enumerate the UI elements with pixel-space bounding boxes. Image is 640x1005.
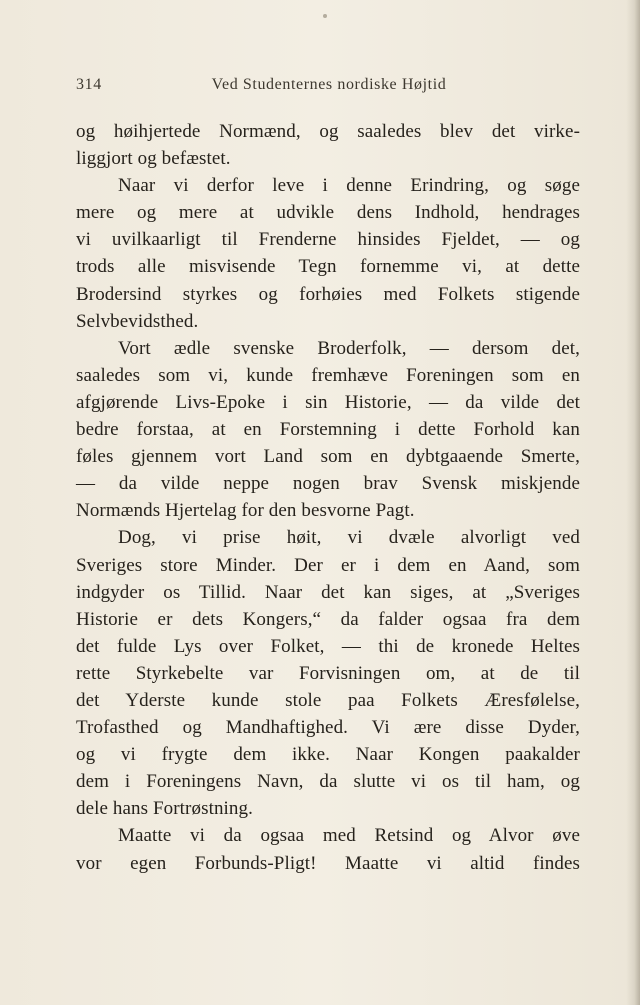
text-line: og høihjertede Normænd, og saaledes blev det virke- bbox=[76, 121, 580, 142]
text-line: rette Styrkebelte var Forvisningen om, at de til bbox=[76, 662, 580, 684]
text-line: Trofasthed og Mandhaftighed. Vi ære disse Dyder, bbox=[76, 717, 580, 739]
text-line: Historie er dets Kongers,“ da falder ogsaa fra dem bbox=[76, 608, 580, 630]
text-line: vor egen Forbunds-Pligt! Maatte vi altid findes bbox=[76, 852, 580, 874]
text-line: vi uvilkaarligt til Frenderne hinsides Fjeldet, — og bbox=[76, 229, 580, 251]
text-line: Naar vi derfor leve i denne Erindring, og søge bbox=[118, 175, 580, 197]
text-line: saaledes som vi, kunde fremhæve Foreningen som en bbox=[76, 364, 580, 386]
text-line: Selvbevidsthed. bbox=[76, 310, 199, 332]
page-edge-shadow bbox=[626, 0, 640, 1005]
text-line: afgjørende Livs-Epoke i sin Historie, — da vilde det bbox=[76, 391, 580, 413]
page-header bbox=[76, 76, 582, 98]
text-line: det fulde Lys over Folket, — thi de kronede Heltes bbox=[76, 635, 580, 657]
text-line: bedre forstaa, at en Forstemning i dette Forhold kan bbox=[76, 419, 580, 441]
text-line: dele hans Fortrøstning. bbox=[76, 798, 253, 820]
text-line: liggjort og befæstet. bbox=[76, 148, 231, 170]
text-line: Brodersind styrkes og forhøies med Folkets stigende bbox=[76, 283, 580, 305]
body-text bbox=[76, 118, 580, 877]
text-line: og vi frygte dem ikke. Naar Kongen paakalder bbox=[76, 744, 580, 766]
text-line: — da vilde neppe nogen brav Svensk miskjende bbox=[76, 473, 580, 495]
text-line: trods alle misvisende Tegn fornemme vi, at dette bbox=[76, 256, 580, 278]
text-line: indgyder os Tillid. Naar det kan siges, at „Sveriges bbox=[76, 581, 580, 603]
text-line: Dog, vi prise høit, vi dvæle alvorligt ved bbox=[118, 527, 580, 549]
text-line: dem i Foreningens Navn, da slutte vi os til ham, og bbox=[76, 771, 580, 793]
text-line: Sveriges store Minder. Der er i dem en Aand, som bbox=[76, 554, 580, 576]
text-line: mere og mere at udvikle dens Indhold, hendrages bbox=[76, 202, 580, 224]
page-number: 314 bbox=[76, 76, 102, 93]
text-line: Normænds Hjertelag for den besvorne Pagt. bbox=[76, 500, 415, 522]
text-line: Vort ædle svenske Broderfolk, — dersom det, bbox=[118, 337, 580, 359]
ink-speck bbox=[323, 14, 327, 18]
text-line: det Yderste kunde stole paa Folkets Æresfølelse, bbox=[76, 689, 580, 711]
running-title: Ved Studenternes nordiske Højtid bbox=[211, 76, 447, 93]
text-line: Maatte vi da ogsaa med Retsind og Alvor øve bbox=[118, 825, 580, 847]
text-line: føles gjennem vort Land som en dybtgaaende Smerte, bbox=[76, 446, 580, 468]
